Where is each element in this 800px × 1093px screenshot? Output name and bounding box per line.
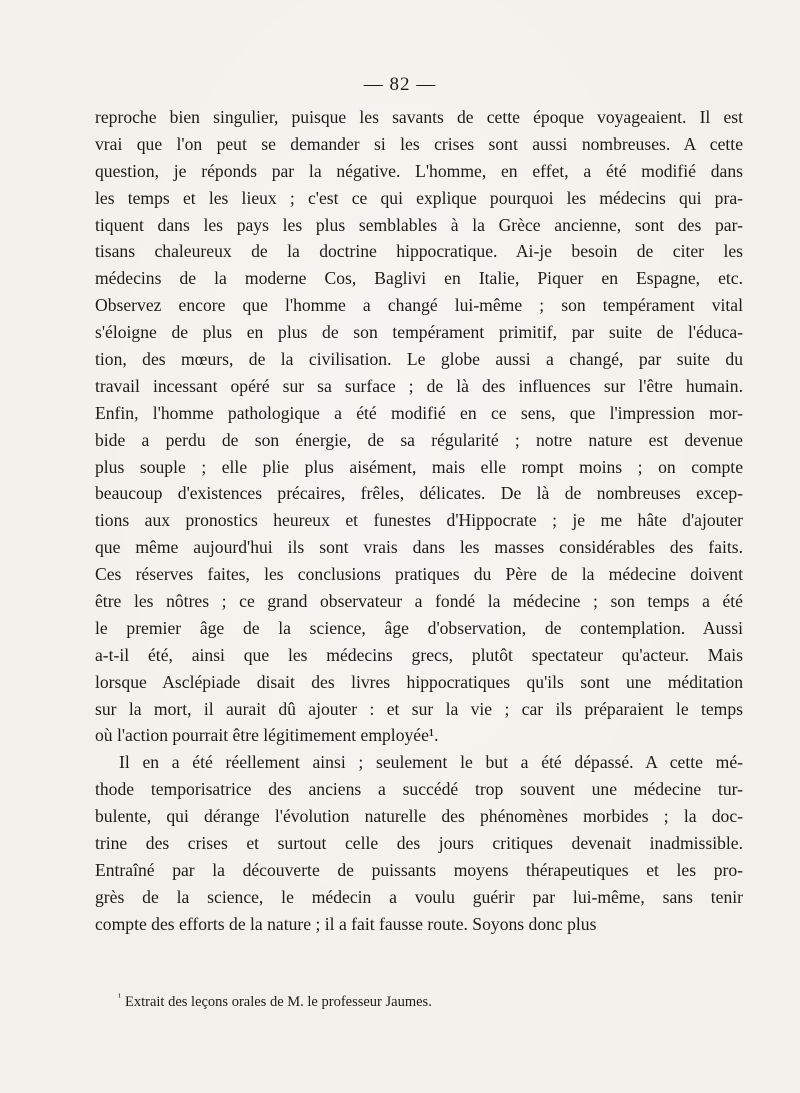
- text-line: a-t-il été, ainsi que les médecins grecs, plutôt spectateur qu'acteur. Mais: [95, 644, 743, 665]
- text-line: bulente, qui dérange l'évolution naturelle des phénomènes morbides ; la doc-: [95, 806, 743, 827]
- text-line: sur la mort, il aurait dû ajouter : et sur la vie ; car ils préparaient le temps: [95, 698, 743, 719]
- text-line: plus souple ; elle plie plus aisément, mais elle rompt moins ; on compte: [95, 456, 743, 477]
- text-line: Ces réserves faites, les conclusions pratiques du Père de la médecine doivent: [95, 564, 743, 585]
- footnote-marker: ¹: [118, 992, 121, 1003]
- footnote: [118, 992, 738, 1011]
- text-line: tions aux pronostics heureux et funestes d'Hippocrate ; je me hâte d'ajouter: [95, 510, 743, 531]
- text-line: reproche bien singulier, puisque les savants de cette époque voyageaient. Il est: [95, 107, 743, 127]
- text-line: Il en a été réellement ainsi ; seulement le but a été dépassé. A cette mé-: [119, 752, 743, 773]
- text-line: travail incessant opéré sur sa surface ; de là des influences sur l'être humain.: [95, 375, 743, 396]
- text-line: être les nôtres ; ce grand observateur a fondé la médecine ; son temps a été: [95, 591, 743, 612]
- text-line: le premier âge de la science, âge d'observation, de contemplation. Aussi: [95, 617, 743, 638]
- text-line: tiquent dans les pays les plus semblables à la Grèce ancienne, sont des par-: [95, 214, 743, 235]
- text-line: tion, des mœurs, de la civilisation. Le globe aussi a changé, par suite du: [95, 349, 743, 370]
- paragraph-container: [95, 104, 743, 938]
- text-line: trine des crises et surtout celle des jours critiques devenait inadmissible.: [95, 833, 743, 854]
- text-line: Observez encore que l'homme a changé lui-même ; son tempérament vital: [95, 295, 743, 316]
- footnote-text: Extrait des leçons orales de M. le professeur Jaumes.: [125, 993, 432, 1010]
- text-line: vrai que l'on peut se demander si les crises sont aussi nombreuses. A cette: [95, 133, 743, 154]
- text-line: beaucoup d'existences précaires, frêles, délicates. De là de nombreuses excep-: [95, 483, 743, 504]
- text-line: bide a perdu de son énergie, de sa régularité ; notre nature est devenue: [95, 429, 743, 450]
- text-line: lorsque Asclépiade disait des livres hippocratiques qu'ils sont une méditation: [95, 671, 743, 692]
- text-line: Entraîné par la découverte de puissants moyens thérapeutiques et les pro-: [95, 859, 743, 880]
- text-line: s'éloigne de plus en plus de son tempérament primitif, par suite de l'éduca-: [95, 322, 743, 343]
- text-line: les temps et les lieux ; c'est ce qui explique pourquoi les médecins qui pra-: [95, 187, 743, 208]
- text-line: tisans chaleureux de la doctrine hippocratique. Ai-je besoin de citer les: [95, 241, 743, 262]
- text-line: que même aujourd'hui ils sont vrais dans les masses considérables des faits.: [95, 537, 743, 558]
- body-text: [95, 104, 743, 938]
- text-line: Enfin, l'homme pathologique a été modifié en ce sens, que l'impression mor-: [95, 402, 743, 423]
- text-line: compte des efforts de la nature ; il a fait fausse route. Soyons donc plus: [95, 913, 597, 934]
- text-line: grès de la science, le médecin a voulu guérir par lui-même, sans tenir: [95, 886, 743, 907]
- text-line: où l'action pourrait être légitimement employée¹.: [95, 725, 439, 746]
- text-line: question, je réponds par la négative. L'homme, en effet, a été modifié dans: [95, 160, 743, 181]
- text-line: médecins de la moderne Cos, Baglivi en Italie, Piquer en Espagne, etc.: [95, 268, 743, 289]
- text-line: thode temporisatrice des anciens a succédé trop souvent une médecine tur-: [95, 779, 743, 800]
- page-number: — 82 —: [363, 74, 437, 95]
